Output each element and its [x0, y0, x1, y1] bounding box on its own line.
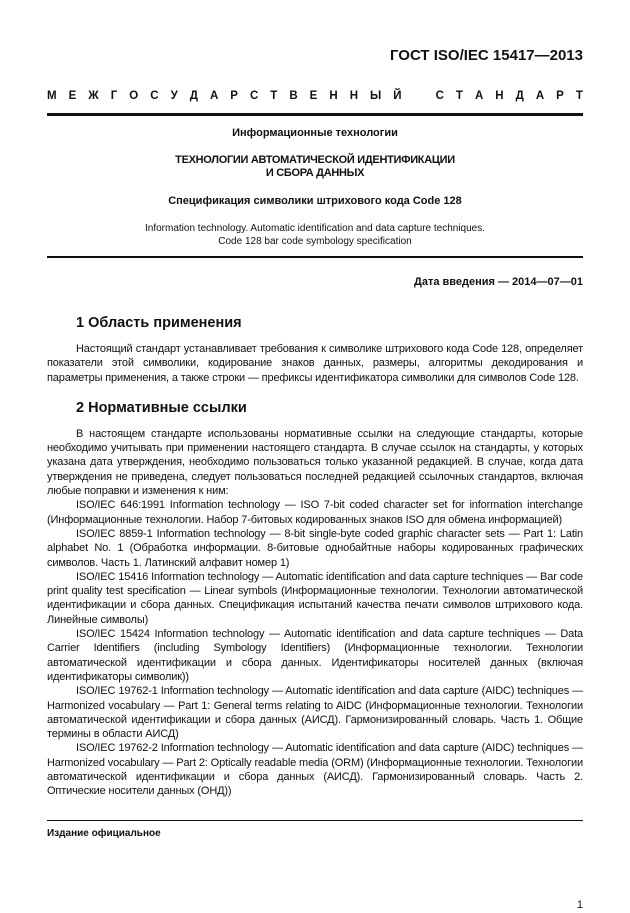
title-rule	[47, 256, 583, 258]
kind-letter: С	[435, 90, 444, 102]
kind-letter: А	[535, 90, 545, 102]
paragraph: ISO/IEC 8859-1 Information technology — 8-bit single-byte coded graphic character sets — Part 1: Latin alphabet No. 1 (Обработка информации. 8-битовые однобайтные наборы кодированных графических символов. Часть 1. Латинский алфавит номер 1)	[47, 527, 583, 569]
title-main-line: И СБОРА ДАННЫХ	[265, 167, 365, 179]
kind-letter: Т	[455, 90, 463, 102]
paragraph: ISO/IEC 15424 Information technology — Automatic identification and data capture techniques — Data Carrier Identifiers (including Symbology Identifiers) (Информационные технологии. Технологии автоматической идентификации и сбора данных. Идентификаторы носителей данных (включая идентификаторы символик))	[47, 628, 583, 683]
introduction-date: Дата введения — 2014—07—01	[414, 276, 583, 288]
paragraph: ISO/IEC 15416 Information technology — Automatic identification and data capture techniques — Bar code print quality test specification — Linear symbols (Информационные технологии. Технологии автоматической идентификации и сбора данных. Спецификация испытаний качества печати символов штрихового кода. Линейные символы)	[47, 570, 583, 626]
kind-letter: Н	[349, 90, 358, 102]
standard-code: ГОСТ ISO/IEC 15417—2013	[389, 47, 583, 64]
kind-letter: С	[150, 90, 159, 102]
title-english-line: Code 128 bar code symbology specification	[218, 236, 412, 247]
kind-letter: Н	[329, 90, 338, 102]
page-number: 1	[576, 899, 583, 911]
header-rule	[47, 113, 583, 116]
kind-letter: А	[474, 90, 484, 102]
title-english	[47, 222, 583, 248]
kind-letter: В	[289, 90, 298, 102]
paragraph: ISO/IEC 19762-1 Information technology — Automatic identification and data capture (AIDC) techniques — Harmonized vocabulary — Part 1: General terms relating to AIDC (Информационные технологии. Технологии автоматической идентификации и сбора данных (АИСД). Гармонизированный словарь. Часть 1. Общие термины в области АИСД)	[47, 685, 583, 741]
kind-letter: С	[249, 90, 259, 102]
edition-note: Издание официальное	[47, 828, 161, 839]
paragraph: В настоящем стандарте использованы нормативные ссылки на следующие стандарты, которые необходимо учитывать при применении настоящего стандарта. В случае ссылок на стандарты, у которых указана дата утверждения, необходимо пользоваться только указанной редакцией. В случае, когда дата утверждения не приведена, следует пользоваться последней редакцией ссылочных стандартов, включая любые поправки и изменения к ним:	[47, 427, 583, 498]
title-general: Информационные технологии	[232, 127, 398, 139]
kind-letter: Н	[495, 90, 504, 102]
section-body	[47, 342, 583, 385]
kind-letter: М	[47, 90, 57, 102]
kind-letter: Д	[515, 90, 524, 102]
title-specific: Спецификация символики штрихового кода Code 128	[168, 195, 462, 207]
kind-letter: Й	[393, 90, 402, 102]
paragraph: Настоящий стандарт устанавливает требования к символике штрихового кода Code 128, определяет показатели этой символики, кодирование знаков данных, размеры, алгоритмы декодирования и параметры применения, а также строки — префиксы идентификатора символики для символов Code 128.	[47, 343, 583, 384]
paragraph: ISO/IEC 646:1991 Information technology — ISO 7-bit coded character set for information interchange (Информационные технологии. Набор 7-битовых кодированных знаков ISO для обмена информацией)	[47, 499, 583, 526]
section-heading: 1 Область применения	[76, 315, 242, 331]
kind-letter: Ы	[370, 90, 382, 102]
title-main-line: ТЕХНОЛОГИИ АВТОМАТИЧЕСКОЙ ИДЕНТИФИКАЦИИ	[175, 154, 455, 166]
kind-letter: Р	[230, 90, 238, 102]
paragraph: ISO/IEC 19762-2 Information technology — Automatic identification and data capture (AIDC) techniques — Harmonized vocabulary — Part 2: Optically readable media (ORM) (Информационные технологии. Технологии автоматической идентификации и сбора данных (АИСД). Гармонизированный словарь. Часть 2. Оптические носители данных (ОНД))	[47, 742, 583, 798]
kind-letter: Е	[309, 90, 318, 102]
kind-letter: Т	[575, 90, 583, 102]
section-heading: 2 Нормативные ссылки	[76, 399, 247, 416]
title-english-line: Information technology. Automatic identification and data capture techniques.	[144, 223, 486, 234]
section-body	[47, 427, 583, 799]
kind-letter: Р	[556, 90, 564, 102]
standard-kind	[47, 90, 583, 102]
footer-rule	[47, 820, 583, 821]
kind-letter: А	[209, 90, 219, 102]
kind-letter: У	[170, 90, 178, 102]
kind-letter: Т	[270, 90, 278, 102]
document-content	[47, 314, 583, 813]
kind-letter: Е	[68, 90, 77, 102]
kind-letter: Ж	[88, 90, 99, 102]
title-main	[47, 154, 583, 180]
kind-letter: О	[129, 90, 139, 102]
kind-letter: Д	[189, 90, 198, 102]
kind-letter: Г	[110, 90, 118, 102]
